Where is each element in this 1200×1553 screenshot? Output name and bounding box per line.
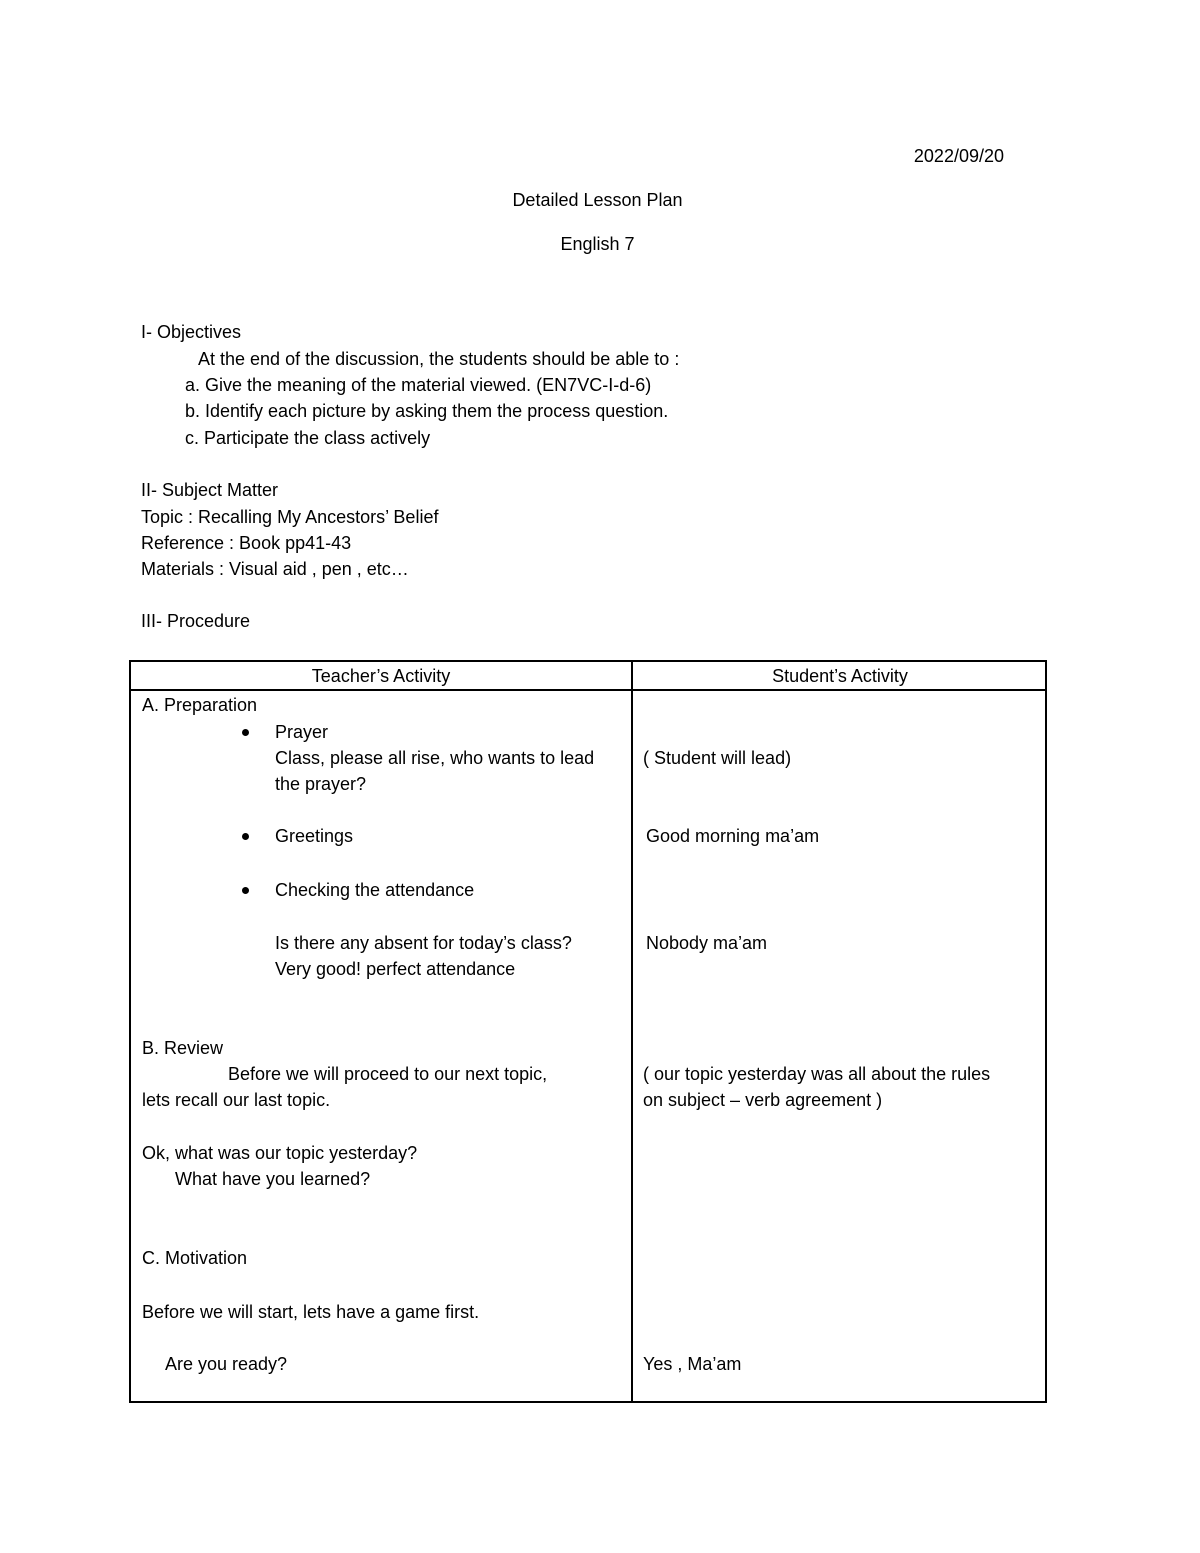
procedure-table <box>129 660 1047 1403</box>
prayer-instruction: Class, please all rise, who wants to lead <box>275 748 595 768</box>
column-divider <box>631 662 633 1401</box>
subject-title: English 7 <box>560 234 635 254</box>
header-divider <box>131 689 1045 691</box>
bullet-icon <box>242 833 249 840</box>
review-line: lets recall our last topic. <box>142 1090 331 1110</box>
objectives-heading: I- Objectives <box>141 322 242 342</box>
review-response-cont: on subject – verb agreement ) <box>643 1090 883 1110</box>
objective-item: c. Participate the class actively <box>185 428 431 448</box>
motivation-question: Are you ready? <box>165 1354 288 1374</box>
greetings-item: Greetings <box>275 826 354 846</box>
teacher-activity-header: Teacher’s Activity <box>311 666 451 686</box>
motivation-response: Yes , Ma’am <box>643 1354 742 1374</box>
prayer-response: ( Student will lead) <box>643 748 792 768</box>
subject-matter-heading: II- Subject Matter <box>141 480 279 500</box>
review-question: What have you learned? <box>175 1169 371 1189</box>
attendance-item: Checking the attendance <box>275 880 475 900</box>
document-title: Detailed Lesson Plan <box>512 190 683 210</box>
bullet-icon <box>242 729 249 736</box>
bullet-icon <box>242 887 249 894</box>
objective-item: a. Give the meaning of the material viewed. (EN7VC-I-d-6) <box>185 375 652 395</box>
objectives-intro: At the end of the discussion, the students should be able to : <box>198 349 680 369</box>
procedure-heading: III- Procedure <box>141 611 251 631</box>
prayer-item: Prayer <box>275 722 329 742</box>
materials-line: Materials : Visual aid , pen , etc… <box>141 559 409 579</box>
attendance-response: Nobody ma’am <box>646 933 768 953</box>
review-question: Ok, what was our topic yesterday? <box>142 1143 418 1163</box>
student-activity-header: Student’s Activity <box>772 666 908 686</box>
lesson-date: 2022/09/20 <box>913 146 1004 166</box>
attendance-followup: Very good! perfect attendance <box>275 959 516 979</box>
review-heading: B. Review <box>142 1038 224 1058</box>
review-response: ( our topic yesterday was all about the rules <box>643 1064 991 1084</box>
reference-line: Reference : Book pp41-43 <box>141 533 352 553</box>
preparation-heading: A. Preparation <box>142 695 258 715</box>
review-line: Before we will proceed to our next topic, <box>228 1064 548 1084</box>
motivation-heading: C. Motivation <box>142 1248 248 1268</box>
greetings-response: Good morning ma’am <box>646 826 820 846</box>
objective-item: b. Identify each picture by asking them the process question. <box>185 401 669 421</box>
motivation-line: Before we will start, lets have a game first. <box>142 1302 480 1322</box>
prayer-instruction-cont: the prayer? <box>275 774 367 794</box>
attendance-question: Is there any absent for today’s class? <box>275 933 572 953</box>
topic-line: Topic : Recalling My Ancestors’ Belief <box>141 507 439 527</box>
